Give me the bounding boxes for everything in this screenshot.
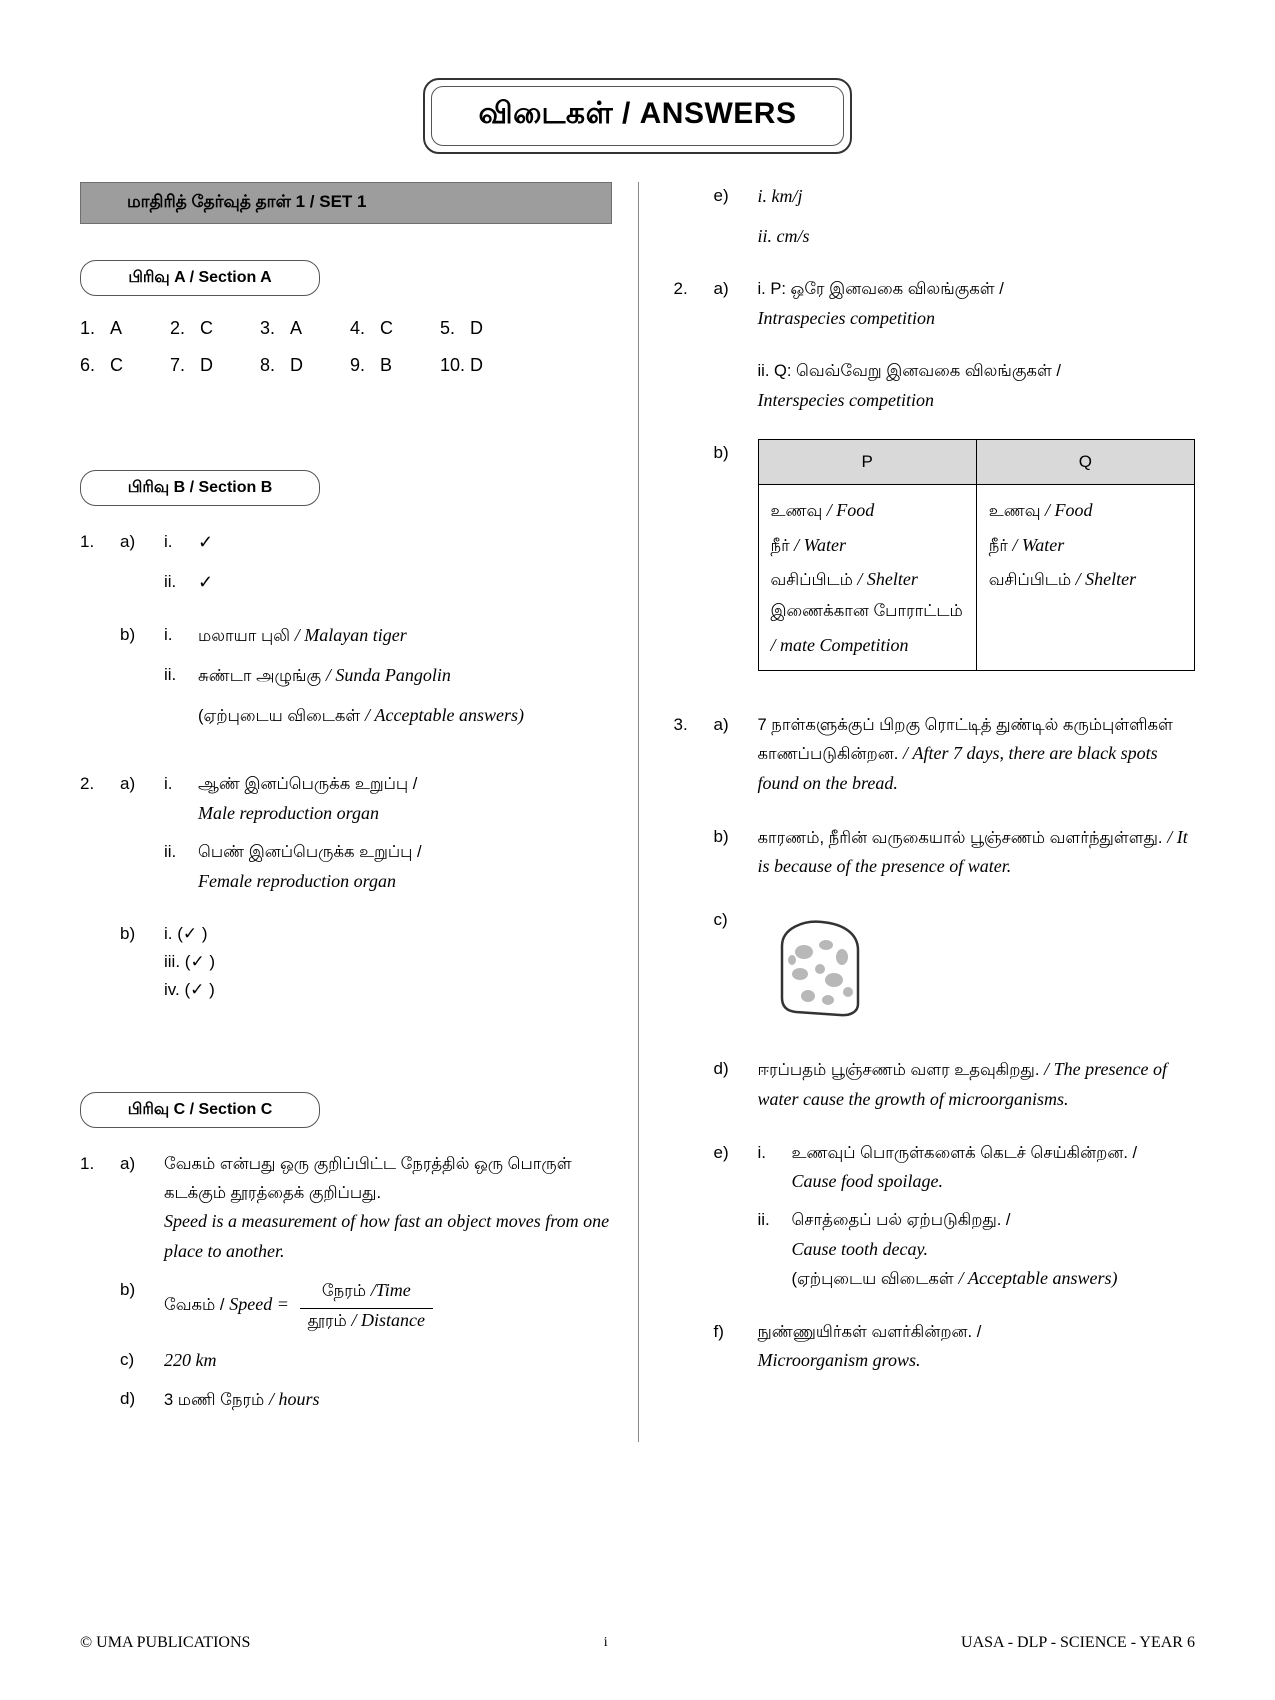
title-outer-frame	[423, 78, 851, 154]
english-text: / Acceptable answers)	[365, 704, 524, 725]
sub-label: ii.	[164, 571, 177, 591]
spacer-cell	[674, 1055, 714, 1114]
spacer-cell	[120, 568, 164, 598]
spacer	[674, 681, 1196, 711]
english-text: Intraspecies competition	[757, 307, 935, 328]
answer-text	[198, 838, 612, 896]
spacer-cell	[674, 222, 714, 252]
answer-text	[198, 770, 612, 828]
answer-item	[350, 355, 440, 376]
answer-text	[198, 661, 612, 691]
spacer-cell	[80, 838, 120, 896]
tamil-text: வசிப்பிடம்	[770, 571, 853, 590]
tamil-text: மலாயா புலி	[198, 627, 291, 646]
answer-number: 8.	[260, 355, 276, 375]
english-text: Cause tooth decay.	[791, 1238, 928, 1259]
answer-text	[164, 1150, 612, 1266]
answer-b1b-i	[80, 621, 612, 651]
tamil-text: (ஏற்புடைய விடைகள்	[791, 1270, 954, 1289]
answer-text	[164, 1385, 612, 1415]
sub-label: ii.	[164, 665, 177, 685]
part-letter: a)	[120, 774, 136, 794]
spacer-cell	[120, 661, 164, 691]
answer-value: C	[200, 318, 213, 338]
spacer	[80, 392, 612, 422]
spacer-cell	[120, 976, 164, 1004]
spacer-cell	[80, 621, 120, 651]
answer-b2b-iii	[80, 948, 612, 976]
tamil-text: ii. Q: வெவ்வேறு இனவகை விலங்குகள் /	[757, 362, 1062, 381]
tamil-text: சுண்டா அழுங்கு	[198, 667, 322, 686]
spacer	[674, 809, 1196, 823]
spacer	[674, 261, 1196, 275]
answer-text	[792, 1206, 1196, 1264]
english-text: / It is because of the presence of water.	[757, 826, 1188, 877]
answer-value: D	[290, 355, 303, 375]
part-letter: b)	[120, 1280, 136, 1300]
answer-c3c	[674, 906, 1196, 1031]
spacer-cell	[714, 222, 758, 252]
spacer	[80, 740, 612, 770]
answer-b2a-i	[80, 770, 612, 828]
table-row	[758, 485, 1195, 671]
answer-c1c	[80, 1346, 612, 1376]
footer-subject: UASA - DLP - SCIENCE - YEAR 6	[961, 1634, 1195, 1651]
answer-number: 10.	[440, 355, 466, 375]
spacer-cell	[714, 357, 758, 415]
tamil-text: உணவு	[770, 502, 823, 521]
spacer-cell	[674, 1318, 714, 1376]
tick-mark: ✓	[198, 532, 214, 552]
spacer-cell	[674, 823, 714, 882]
answer-text	[758, 1055, 1196, 1114]
tamil-text: 7 நாள்களுக்குப் பிறகு ரொட்டித் துண்டில் கரும்புள்ளிகள் காணப்படுகின்றன.	[757, 716, 1173, 764]
answer-c2a-ii	[674, 357, 1196, 415]
tamil-text: ஆண் இனப்பெருக்க உறுப்பு /	[198, 775, 418, 794]
part-letter: d)	[120, 1389, 136, 1409]
cell-q-items	[976, 485, 1194, 671]
answer-value: D	[470, 318, 483, 338]
tamil-text: காரணம், நீரின் வருகையால் பூஞ்சணம் வளர்ந்துள்ளது.	[757, 828, 1163, 847]
sub-label: i.	[164, 774, 173, 794]
english-text: / Sunda Pangolin	[325, 665, 451, 686]
answer-text	[758, 357, 1196, 415]
section-c-heading: பிரிவு C / Section C	[80, 1092, 320, 1128]
page-title: விடைகள் / ANSWERS	[431, 86, 843, 146]
answer-c3f	[674, 1318, 1196, 1376]
part-letter: a)	[120, 1154, 136, 1174]
tamil-text: வசிப்பிடம்	[988, 571, 1072, 590]
answer-number: 2.	[170, 318, 186, 338]
spacer-cell	[674, 906, 714, 1031]
english-text: / Water	[794, 534, 846, 555]
spacer-cell	[120, 701, 164, 731]
spacer-cell	[80, 976, 120, 1004]
part-letter: e)	[713, 186, 729, 205]
tick-mark: ✓	[198, 571, 214, 592]
left-column	[80, 182, 638, 1512]
tamil-text: நீர்	[988, 536, 1008, 555]
answer-c2a-i	[674, 275, 1196, 333]
english-text: Cause food spoilage.	[791, 1170, 943, 1191]
english-text: / Acceptable answers)	[958, 1268, 1118, 1289]
page-title-banner	[80, 78, 1195, 154]
acceptable-answer-note	[792, 1264, 1196, 1294]
tamil-text: உணவுப் பொருள்களைக் கெடச் செய்கின்றன. /	[791, 1143, 1138, 1162]
answer-b1b-note	[80, 701, 612, 731]
fraction	[300, 1276, 433, 1335]
part-letter: c)	[120, 1349, 135, 1369]
sub-label: i.	[164, 625, 173, 645]
spacer-cell	[758, 1264, 792, 1294]
answer-number: 5.	[440, 318, 456, 338]
spacer	[80, 607, 612, 621]
spacer-cell	[80, 948, 120, 976]
english-text: / Food	[826, 500, 875, 521]
part-letter: e)	[713, 1142, 729, 1162]
part-letter: b)	[120, 924, 136, 944]
english-text: / Food	[1044, 500, 1093, 521]
answer-number: 7.	[170, 355, 186, 375]
spacer-cell	[120, 948, 164, 976]
answer-item	[260, 318, 350, 339]
answer-value: C	[380, 318, 393, 338]
answer-number: 1.	[80, 318, 96, 338]
tamil-text: (ஏற்புடைய விடைகள்	[198, 706, 361, 725]
acceptable-answer-note	[198, 701, 612, 731]
section-a-heading: பிரிவு A / Section A	[80, 260, 320, 296]
bread-slice-with-mould-icon	[764, 912, 874, 1022]
question-number: 1.	[80, 1154, 95, 1174]
english-text: / Shelter	[1075, 569, 1137, 590]
answer-text	[792, 1139, 1196, 1197]
tamil-text: நீர்	[770, 536, 790, 555]
answer-c3e-i	[674, 1139, 1196, 1197]
page-number: i	[603, 1635, 608, 1650]
spacer-cell	[674, 439, 714, 671]
answer-b1a-i	[80, 528, 612, 558]
checked-option: i. (✓ )	[164, 924, 208, 944]
part-letter: d)	[713, 1059, 729, 1079]
tamil-text: இணைக்கான போராட்டம்	[770, 602, 963, 621]
answer-b2a-ii	[80, 838, 612, 896]
answer-b2b-i	[80, 920, 612, 948]
question-number: 3.	[673, 715, 688, 735]
part-letter: f)	[713, 1322, 724, 1342]
tamil-text: i. P: ஒரே இனவகை விலங்குகள் /	[757, 280, 1004, 299]
answer-value: B	[380, 355, 393, 375]
answer-value: C	[110, 355, 123, 375]
bread-slice-icon	[764, 912, 1196, 1031]
english-text: / mate Competition	[770, 634, 909, 655]
answer-b1a-ii	[80, 568, 612, 598]
english-text: / Shelter	[857, 569, 918, 590]
tamil-text: உணவு	[988, 502, 1041, 521]
english-text: / Water	[1012, 534, 1065, 555]
english-text: / The presence of water cause the growth of microorganisms.	[757, 1059, 1167, 1109]
section-a-row-1	[80, 318, 612, 339]
part-letter: a)	[713, 715, 729, 735]
tamil-text: பெண் இனப்பெருக்க உறுப்பு /	[198, 843, 422, 862]
answer-c3b	[674, 823, 1196, 882]
spacer	[674, 1304, 1196, 1318]
spacer	[674, 1125, 1196, 1139]
pq-comparison-table	[758, 439, 1196, 671]
bread-illustration-wrap	[758, 906, 1196, 1031]
answer-text	[758, 823, 1196, 882]
answer-c3e-ii	[674, 1206, 1196, 1264]
answer-item	[170, 355, 260, 376]
answer-value: A	[290, 318, 303, 338]
answer-number: 6.	[80, 355, 96, 375]
answer-value: i. km/j	[757, 186, 803, 206]
answer-item	[440, 355, 530, 376]
sub-label: ii.	[757, 1210, 770, 1230]
english-text: /Time	[370, 1280, 411, 1301]
answer-text	[758, 275, 1196, 333]
english-text: / After 7 days, there are black spots found on the bread.	[757, 743, 1158, 794]
tamil-text: நுண்ணுயிர்கள் வளர்கின்றன. /	[757, 1323, 982, 1342]
tamil-text: வேகம் /	[164, 1296, 225, 1315]
spacer-cell	[80, 568, 120, 598]
english-text: Microorganism grows.	[757, 1350, 921, 1371]
spacer-cell	[674, 1139, 714, 1197]
answer-c1e-ii	[674, 222, 1196, 252]
answer-item	[260, 355, 350, 376]
question-number: 2.	[673, 279, 688, 299]
answer-c1d	[80, 1385, 612, 1415]
answer-c1a	[80, 1150, 612, 1266]
fraction-numerator	[314, 1281, 419, 1302]
english-text: / Distance	[351, 1309, 426, 1330]
tamil-text: சொத்தைப் பல் ஏற்படுகிறது. /	[791, 1211, 1011, 1230]
spacer	[674, 425, 1196, 439]
section-b-heading: பிரிவு B / Section B	[80, 470, 320, 506]
spacer-cell	[714, 1206, 758, 1264]
answer-value: D	[200, 355, 213, 375]
spacer	[674, 343, 1196, 357]
pq-table-wrap	[758, 439, 1196, 671]
english-text: / Malayan tiger	[294, 625, 407, 646]
tamil-text: வேகம் என்பது ஒரு குறிப்பிட்ட நேரத்தில் ஒரு பொருள் கடக்கும் தூரத்தைக் குறிப்பது.	[164, 1155, 572, 1202]
part-letter: b)	[120, 625, 136, 645]
section-a-row-2	[80, 355, 612, 376]
tamil-text: தூரம்	[307, 1311, 347, 1330]
answer-item	[80, 318, 170, 339]
answer-c3a	[674, 711, 1196, 799]
spacer-cell	[80, 701, 120, 731]
tamil-text: ஈரப்பதம் பூஞ்சணம் வளர உதவுகிறது.	[757, 1061, 1040, 1080]
answer-number: 9.	[350, 355, 366, 375]
answer-item	[350, 318, 440, 339]
answer-c3e-note	[674, 1264, 1196, 1294]
question-number: 1.	[80, 532, 95, 551]
english-text: / hours	[269, 1389, 320, 1410]
english-text: Interspecies competition	[757, 389, 934, 410]
cell-p-items	[758, 485, 976, 671]
spacer	[80, 906, 612, 920]
answer-c1b	[80, 1276, 612, 1335]
english-text: Female reproduction organ	[198, 870, 396, 891]
answer-text	[758, 1318, 1196, 1376]
answer-item	[170, 318, 260, 339]
footer-publisher: © UMA PUBLICATIONS	[80, 1634, 251, 1651]
answer-number: 3.	[260, 318, 276, 338]
answer-c3d	[674, 1055, 1196, 1114]
english-text: Male reproduction organ	[198, 802, 379, 823]
part-letter: b)	[713, 826, 729, 846]
answer-value: A	[110, 318, 123, 338]
english-text: Speed is a measurement of how fast an object moves from one place to another.	[164, 1210, 610, 1261]
answer-text	[198, 621, 612, 651]
spacer-cell	[80, 1276, 120, 1335]
answer-item	[80, 355, 170, 376]
question-number: 2.	[80, 774, 95, 794]
part-letter: b)	[713, 443, 729, 463]
answer-number: 4.	[350, 318, 366, 338]
spacer-cell	[80, 1346, 120, 1376]
spacer	[674, 892, 1196, 906]
answer-value: 220 km	[164, 1349, 217, 1370]
checked-option: iii. (✓ )	[164, 952, 216, 972]
two-column-body	[80, 182, 1195, 1512]
sub-label: ii.	[164, 842, 177, 862]
sub-label: i.	[164, 532, 173, 551]
page-footer	[80, 1634, 1195, 1652]
spacer-cell	[80, 661, 120, 691]
spacer-cell	[80, 920, 120, 948]
spacer-cell	[80, 1385, 120, 1415]
tamil-text: 3 மணி நேரம்	[164, 1391, 265, 1410]
answer-b1b-ii	[80, 661, 612, 691]
fraction-denominator	[300, 1308, 433, 1330]
spacer-cell	[674, 182, 714, 212]
answer-item	[440, 318, 530, 339]
answer-value: D	[470, 355, 483, 375]
answer-c1e-i	[674, 182, 1196, 212]
tamil-text: நேரம்	[321, 1282, 366, 1301]
answer-b2b-iv	[80, 976, 612, 1004]
set-header: மாதிரித் தேர்வுத் தாள் 1 / SET 1	[80, 182, 612, 224]
sub-label: i.	[757, 1142, 766, 1162]
speed-formula	[164, 1276, 612, 1335]
english-text: Speed =	[229, 1294, 289, 1315]
spacer-cell	[714, 1264, 758, 1294]
part-letter: c)	[713, 910, 728, 930]
answer-c2b-table-block	[674, 439, 1196, 671]
spacer-cell	[674, 1206, 714, 1264]
part-letter: a)	[120, 532, 136, 551]
column-header-p: P	[758, 440, 976, 485]
table-header-row	[758, 440, 1195, 485]
spacer-cell	[674, 357, 714, 415]
spacer	[674, 1041, 1196, 1055]
spacer-cell	[120, 838, 164, 896]
column-header-q: Q	[976, 440, 1194, 485]
checked-option: iv. (✓ )	[164, 980, 215, 1000]
answer-text	[758, 711, 1196, 799]
part-letter: a)	[713, 279, 729, 299]
answer-value: ii. cm/s	[757, 225, 810, 246]
spacer	[80, 1014, 612, 1044]
spacer-cell	[674, 1264, 714, 1294]
right-column	[638, 182, 1196, 1512]
spacer-cell	[164, 701, 198, 731]
